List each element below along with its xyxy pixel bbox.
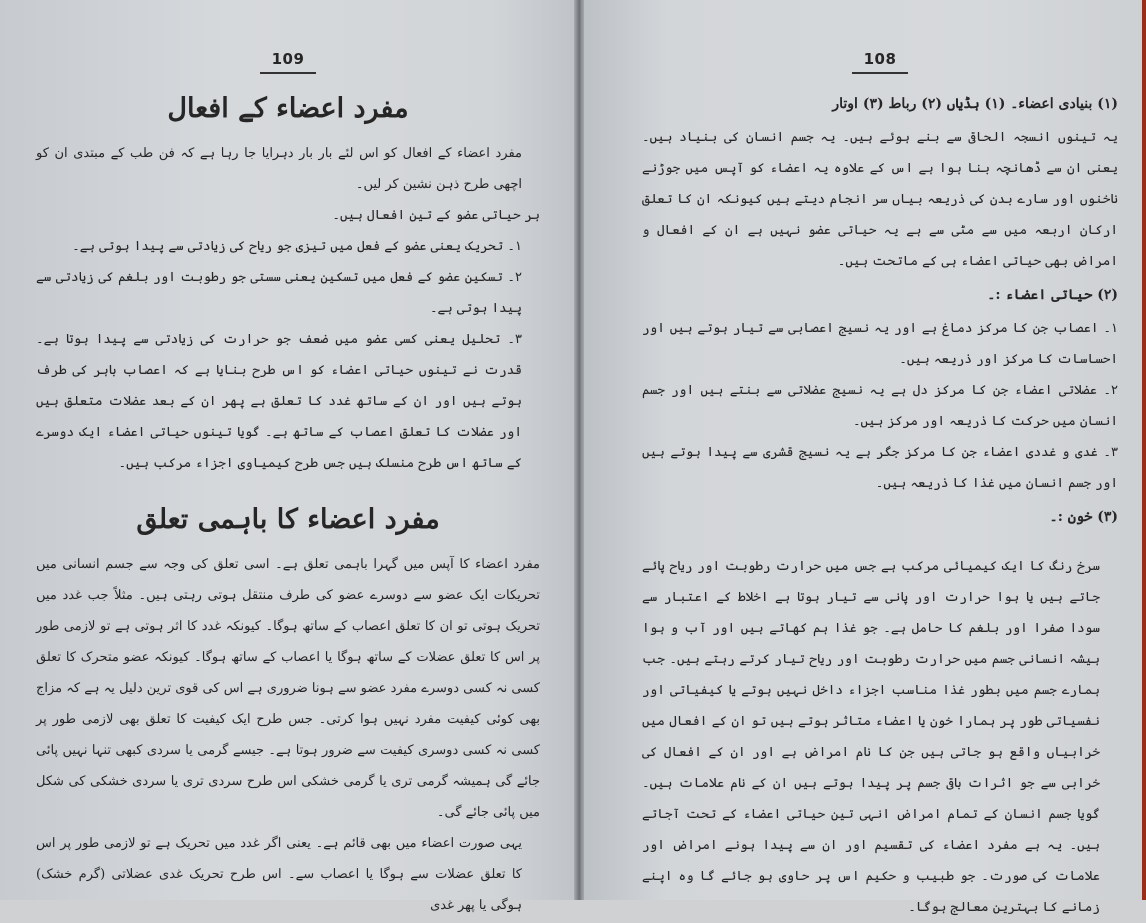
page-edge-strip [1142, 0, 1146, 900]
vital-organ-item-1: ۱۔ اعصاب جن کا مرکز دماغ ہے اور یہ نسیج اعصابی سے تیار ہوتے ہیں اور احساسات کا مرکز اور ذریعہ ہیں۔ [642, 321, 1118, 367]
vital-organ-item-2: ۲۔ عضلاتی اعضاء جن کا مرکز دل ہے یہ نسیج عضلاتی سے بنتے ہیں اور جسم انسان میں حرکت کا ذریعہ اور مرکز ہیں۔ [642, 383, 1118, 429]
vital-organs-heading: (۲) حیاتی اعضاء :۔ [987, 287, 1118, 303]
function-item-1: ۱۔ تحریک یعنی عضو کے فعل میں تیزی جو ریاح کی زیادتی سے پیدا ہوتی ہے۔ [72, 238, 522, 254]
function-item-2: ۲۔ تسکین عضو کے فعل میں تسکین یعنی سستی جو رطوبت اور بلغم کی زیادتی سے پیدا ہوتی ہے۔ [36, 269, 522, 316]
left-page [0, 0, 578, 913]
basic-organs-paragraph: یہ تینوں انسجہ الحاقی سے بنے ہوئے ہیں۔ یہ جسم انسان کی بنیاد ہیں۔ یعنی ان سے ڈھانچہ بنا ہوا ہے اس کے علاوہ یہ اعضاء کو آپس میں جوڑنے ناخنوں اور سارے بدن کی ذریعہ بیاں سر انجام دیتے ہیں کیونکہ ان کا تعلق ارکان اربعہ میں سے مٹی سے ہے یہ حیاتی عضو نہیں ہے ان کے افعال و امراض بھی حیاتی اعضاء ہی کے ماتحت ہیں۔ [642, 130, 1118, 269]
basic-organs-heading: (۱) بنیادی اعضاء۔ (۱) ہڈیاں (۲) رباط (۳) اوتار [832, 96, 1118, 112]
vital-organ-item-3: ۳۔ غدی و غددی اعضاء جن کا مرکز جگر ہے یہ نسیج قشری سے پیدا ہوتے ہیں اور جسم انسان میں غذا کا ذریعہ ہیں۔ [642, 445, 1118, 491]
right-page [584, 0, 1146, 915]
function-item-3: ۳۔ تحلیل یعنی کسی عضو میں ضعف جو حرارت کی زیادتی سے پیدا ہوتا ہے۔ قدرت نے تینوں حیاتی اعضاء کو اس طرح بنایا ہے کہ اعصاب باہر کی طرف ہوتے ہیں اور ان کے ساتھ غدد کا تعلق ہے پھر ان کے بعد عضلات متعلق ہیں اور عضلات کا تعلق اعصاب کے ساتھ ہے۔ گویا تینوں حیاتی اعضاء ایک دوسرے کے ساتھ اس طرح منسلک ہیں جس طرح کیمیاوی اجزاء مرکب ہیں۔ [36, 331, 522, 471]
section-title-organ-functions: مفرد اعضاء کے افعال [167, 93, 409, 124]
blood-paragraph: سرخ رنگ کا ایک کیمیائی مرکب ہے جس میں حرارت رطوبت اور ریاح پائے جاتے ہیں یا ہوا حرارت اور پانی سے تیار ہوتا ہے اخلاط کے اعتبار سے سودا صفرا اور بلغم کا حامل ہے۔ جو غذا ہم کھاتے ہیں اور آب و ہوا ہیشہ انسانی جسم میں حرارت رطوبت اور ریاح تیار کرتے رہتے ہیں۔ جب ہمارے جسم میں بطور غذا مناسب اجزاء داخل نہیں ہوتے یا کیفیاتی اور نفسیاتی طور پر ہمارا خون یا اعضاء متاثر ہوتے ہیں تو ان کے افعال میں خرابیاں واقع ہو جاتی ہیں جن کا نام امراض ہے اور ان کے افعال کی خرابی سے جو اثرات باقی جسم پر پیدا ہوتے ہیں ان کے نام علامات ہیں۔ گویا جسم انسان کے تمام امراض انہی تین حیاتی اعضاء کے تحت آجاتے ہیں۔ یہ ہے مفرد اعضاء کی تقسیم اور ان سے پیدا ہونے امراض اور علامات کی صورت۔ جو طبیب و حکیم اس پر حاوی ہو جائے گا وہ اپنے زمانے کا بہترین معالج ہوگا۔ [642, 559, 1100, 915]
functions-intro-line: ہر حیاتی عضو کے تین افعال ہیں۔ [332, 207, 540, 223]
page-number-left: 109 [260, 50, 316, 74]
spacer [642, 535, 1118, 551]
relations-paragraph: مفرد اعضاء کا آپس میں گہرا باہمی تعلق ہے۔ اسی تعلق کی وجہ سے جسم انسانی میں تحریکات ایک عضو سے دوسرے عضو کی طرف منتقل ہوتی رہتی ہیں۔ مثلاً جب غدد میں تحریک ہوتی تو ان کا تعلق اعصاب کے ساتھ ہوگا۔ کیونکہ غدد کا اثر ہوتی ہے تو لازمی طور پر اس کا تعلق عضلات کے ساتھ ہوگا یا اعصاب کے ساتھ ہوگا۔ کیونکہ عضو متحرک کا تعلق کسی نہ کسی دوسرے مفرد عضو سے ہونا ضروری ہے اس کی قوی ترین دلیل یہ ہے کہ مزاج بھی کوئی کیفیت مفرد نہیں ہوا کرتی۔ جس طرح ایک کیفیت کا تعلق بھی لازمی طور پر کسی نہ کسی دوسری کیفیت سے ضرور ہوتا ہے۔ جیسے گرمی یا سردی کبھی تنہا نہیں پائی جائے گی ہمیشہ گرمی تری یا گرمی خشکی اس طرح سردی تری یا سردی خشکی کی شکل میں پائی جائے گی۔ [36, 556, 540, 820]
intro-paragraph: مفرد اعضاء کے افعال کو اس لئے بار بار دہرایا جا رہا ہے کہ فن طب کے مبتدی ان کو اچھی طرح ذہن نشین کر لیں۔ [36, 145, 522, 192]
page-number-right: 108 [852, 50, 908, 74]
relations-paragraph-2: یہی صورت اعضاء میں بھی قائم ہے۔ یعنی اگر غدد میں تحریک ہے تو لازمی طور پر اس کا تعلق عضلات سے ہوگا یا اعصاب سے۔ اس طرح تحریک غدی عضلاتی (گرم خشک) ہوگی یا پھر غدی [36, 835, 522, 913]
section-title-organ-relations: مفرد اعضاء کا باہمی تعلق [136, 503, 440, 535]
blood-heading: (۳) خون :۔ [1049, 509, 1118, 525]
